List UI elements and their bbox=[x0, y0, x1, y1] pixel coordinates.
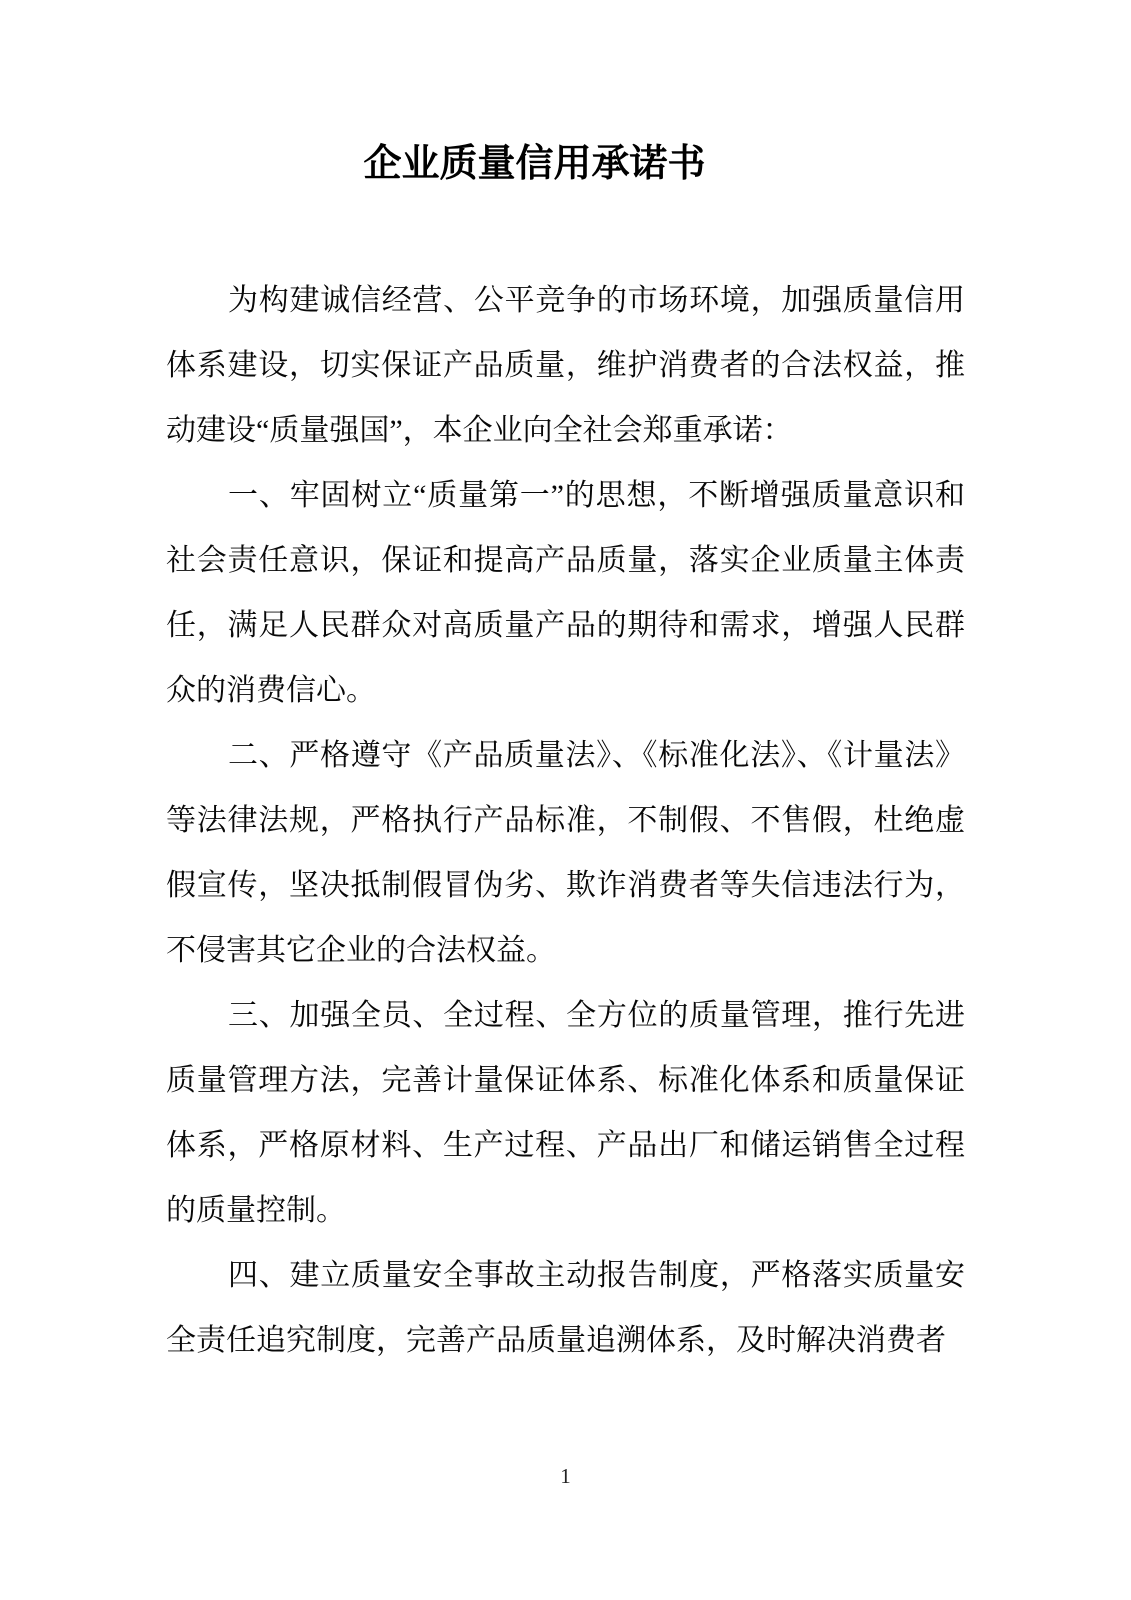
paragraph-item-1: 一、牢固树立“质量第一”的思想，不断增强质量意识和社会责任意识，保证和提高产品质量，落实企业质量主体责任，满足人民群众对高质量产品的期待和需求，增强人民群众的消费信心。 bbox=[166, 479, 965, 707]
paragraph-item-2: 二、严格遵守《产品质量法》、《标准化法》、《计量法》等法律法规，严格执行产品标准，不制假、不售假，杜绝虚假宣传，坚决抵制假冒伪劣、欺诈消费者等失信违法行为，不侵害其它企业的合法权益。 bbox=[166, 739, 965, 967]
document-body bbox=[166, 268, 965, 1373]
paragraph-intro: 为构建诚信经营、公平竞争的市场环境，加强质量信用体系建设，切实保证产品质量，维护消费者的合法权益，推动建设“质量强国”，本企业向全社会郑重承诺： bbox=[166, 284, 965, 447]
page-number: 1 bbox=[560, 1464, 571, 1488]
paragraph-item-4: 四、建立质量安全事故主动报告制度，严格落实质量安全责任追究制度，完善产品质量追溯体系，及时解决消费者 bbox=[166, 1259, 965, 1357]
paragraph-item-3: 三、加强全员、全过程、全方位的质量管理，推行先进质量管理方法，完善计量保证体系、标准化体系和质量保证体系，严格原材料、生产过程、产品出厂和储运销售全过程的质量控制。 bbox=[166, 999, 965, 1227]
document-title: 企业质量信用承诺书 bbox=[363, 143, 706, 185]
